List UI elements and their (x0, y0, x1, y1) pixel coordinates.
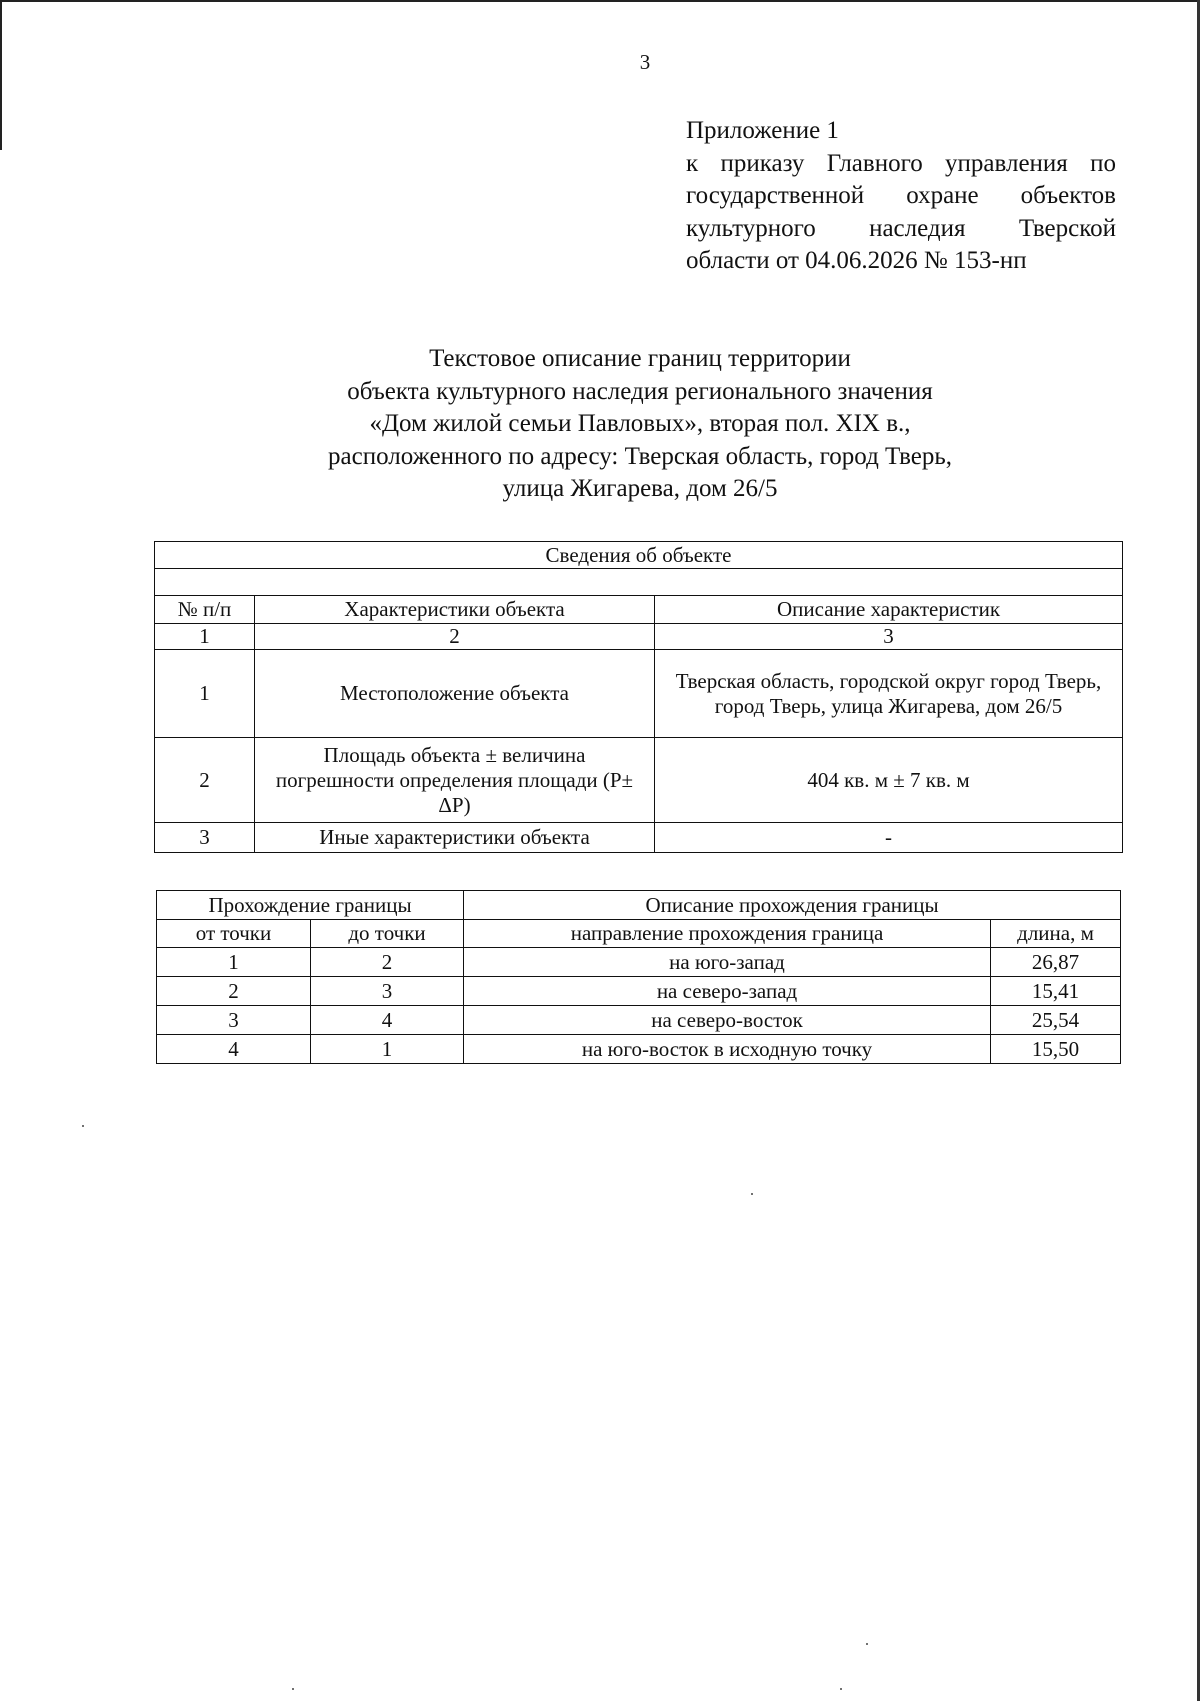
title-line: объекта культурного наследия регионального значения (347, 377, 933, 405)
title-line: «Дом жилой семьи Павловых», вторая пол. XIX в., (369, 410, 911, 437)
appendix-line: Приложение 1 (686, 117, 839, 144)
cell-to: 4 (311, 1006, 464, 1035)
document-title (230, 343, 1050, 506)
cell-from: 1 (157, 948, 311, 977)
cell-direction: на юго-восток в исходную точку (464, 1035, 991, 1064)
scan-speck (840, 1688, 842, 1690)
row-num: 1 (155, 650, 255, 738)
row-characteristic: Местоположение объекта (255, 650, 655, 738)
cell-from: 2 (157, 977, 311, 1006)
appendix-line: культурного наследия Тверской (686, 214, 1116, 242)
title-line: расположенного по адресу: Тверская область, город Тверь, (328, 442, 952, 470)
group-header-description: Описание прохождения границы (464, 891, 1121, 920)
row-description: Тверская область, городской округ город Тверь, город Тверь, улица Жигарева, дом 26/5 (655, 650, 1123, 738)
cell-direction: на северо-восток (464, 1006, 991, 1035)
title-line: улица Жигарева, дом 26/5 (502, 475, 778, 502)
scan-speck (866, 1643, 868, 1645)
scan-edge-left (0, 0, 2, 150)
scan-speck (751, 1193, 753, 1195)
header-num: № п/п (155, 596, 255, 624)
col-number: 2 (255, 624, 655, 650)
group-header-boundary: Прохождение границы (157, 891, 464, 920)
appendix-line: к приказу Главного управления по (686, 149, 1116, 177)
appendix-line: области от 04.06.2026 № 153-нп (686, 247, 1027, 274)
header-length: длина, м (991, 920, 1121, 948)
scan-speck (82, 1125, 84, 1127)
boundary-table (156, 890, 1121, 1064)
row-characteristic: Иные характеристики объекта (255, 823, 655, 853)
cell-length: 15,41 (991, 977, 1121, 1006)
title-line: Текстовое описание границ территории (429, 345, 851, 372)
row-num: 2 (155, 738, 255, 823)
cell-direction: на юго-запад (464, 948, 991, 977)
table-row (157, 1006, 1121, 1035)
table-row (157, 1035, 1121, 1064)
row-description: 404 кв. м ± 7 кв. м (655, 738, 1123, 823)
header-description: Описание характеристик (655, 596, 1123, 624)
appendix-block (686, 115, 1116, 278)
page-number: 3 (639, 50, 651, 74)
appendix-line: государственной охране объектов (686, 182, 1116, 209)
row-num: 3 (155, 823, 255, 853)
row-description: - (655, 823, 1123, 853)
col-number: 3 (655, 624, 1123, 650)
cell-from: 3 (157, 1006, 311, 1035)
scan-speck (292, 1688, 294, 1690)
cell-to: 3 (311, 977, 464, 1006)
col-number: 1 (155, 624, 255, 650)
object-table-empty-row (155, 569, 1123, 596)
cell-from: 4 (157, 1035, 311, 1064)
header-to: до точки (311, 920, 464, 948)
cell-length: 15,50 (991, 1035, 1121, 1064)
cell-to: 1 (311, 1035, 464, 1064)
header-direction: направление прохождения граница (464, 920, 991, 948)
header-from: от точки (157, 920, 311, 948)
table-row (157, 948, 1121, 977)
cell-length: 26,87 (991, 948, 1121, 977)
scan-edge-top (0, 0, 1200, 2)
row-characteristic: Площадь объекта ± величина погрешности определения площади (Р± ΔР) (255, 738, 655, 823)
header-characteristic: Характеристики объекта (255, 596, 655, 624)
cell-length: 25,54 (991, 1006, 1121, 1035)
object-info-table (154, 541, 1123, 853)
table-row (157, 977, 1121, 1006)
cell-to: 2 (311, 948, 464, 977)
object-table-caption: Сведения об объекте (155, 542, 1123, 569)
cell-direction: на северо-запад (464, 977, 991, 1006)
